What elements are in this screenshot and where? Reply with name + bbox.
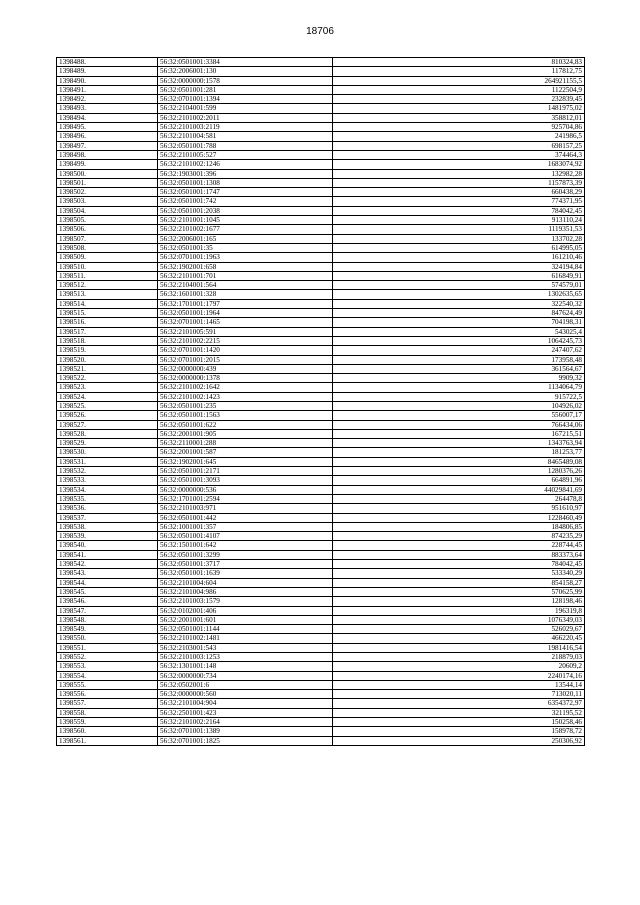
table-row [57,290,585,299]
cadastral-number: 56:32:0501001:2038 [158,206,333,215]
row-number: 1398543. [57,569,158,578]
cadastral-value: 181253,77 [333,448,585,457]
cadastral-value: 847624,49 [333,309,585,318]
cadastral-number: 56:32:2001001:601 [158,615,333,624]
table-row [57,680,585,689]
cadastral-number: 56:32:0501001:3299 [158,550,333,559]
cadastral-value: 167215,51 [333,429,585,438]
table-row [57,699,585,708]
table-row [57,374,585,383]
cadastral-value: 133702,28 [333,234,585,243]
cadastral-number: 56:32:2101003:1579 [158,597,333,606]
row-number: 1398549. [57,625,158,634]
row-number: 1398560. [57,727,158,736]
cadastral-number: 56:32:2101002:2215 [158,336,333,345]
cadastral-number: 56:32:0701001:1825 [158,736,333,745]
cadastral-number: 56:32:2101003:2119 [158,123,333,132]
cadastral-value: 883373,64 [333,550,585,559]
row-number: 1398542. [57,560,158,569]
cadastral-number: 56:32:2101004:904 [158,699,333,708]
row-number: 1398519. [57,346,158,355]
cadastral-number: 56:32:2101001:701 [158,271,333,280]
cadastral-number: 56:32:2006001:165 [158,234,333,243]
row-number: 1398557. [57,699,158,708]
row-number: 1398500. [57,169,158,178]
cadastral-value: 264478,8 [333,494,585,503]
row-number: 1398531. [57,457,158,466]
cadastral-number: 56:32:1903001:396 [158,169,333,178]
row-number: 1398530. [57,448,158,457]
cadastral-number: 56:32:0701001:1394 [158,95,333,104]
row-number: 1398503. [57,197,158,206]
row-number: 1398490. [57,76,158,85]
cadastral-number: 56:32:2101002:2011 [158,113,333,122]
cadastral-number: 56:32:2101002:1246 [158,160,333,169]
table-row [57,569,585,578]
row-number: 1398515. [57,309,158,318]
table-row [57,634,585,643]
cadastral-number: 56:32:0701001:2015 [158,355,333,364]
cadastral-number: 56:32:0701001:1465 [158,318,333,327]
row-number: 1398491. [57,85,158,94]
row-number: 1398498. [57,150,158,159]
cadastral-number: 56:32:2104001:564 [158,281,333,290]
cadastral-number: 56:32:0501001:3384 [158,58,333,67]
cadastral-value: 664891,96 [333,476,585,485]
cadastral-value: 1228460,49 [333,513,585,522]
cadastral-number: 56:32:0502001:6 [158,680,333,689]
cadastral-value: 570625,99 [333,587,585,596]
cadastral-value: 766434,06 [333,420,585,429]
row-number: 1398528. [57,429,158,438]
table-row [57,727,585,736]
table-row [57,411,585,420]
row-number: 1398514. [57,299,158,308]
cadastral-number: 56:32:0000000:439 [158,364,333,373]
cadastral-number: 56:32:0501001:1964 [158,309,333,318]
table-row [57,327,585,336]
row-number: 1398556. [57,690,158,699]
cadastral-number: 56:32:1001001:357 [158,522,333,531]
table-row [57,671,585,680]
table-row [57,653,585,662]
table-row [57,58,585,67]
table-row [57,578,585,587]
table-row [57,736,585,745]
cadastral-number: 56:32:0000000:734 [158,671,333,680]
cadastral-number: 56:32:0501001:2171 [158,467,333,476]
cadastral-value: 810324,83 [333,58,585,67]
table-row [57,216,585,225]
cadastral-value-table [56,57,585,746]
table-row [57,113,585,122]
cadastral-value: 874235,29 [333,532,585,541]
cadastral-number: 56:32:2101002:1642 [158,383,333,392]
cadastral-value: 1157873,39 [333,178,585,187]
table-row [57,392,585,401]
row-number: 1398538. [57,522,158,531]
table-row [57,271,585,280]
row-number: 1398501. [57,178,158,187]
cadastral-number: 56:32:0501001:742 [158,197,333,206]
row-number: 1398495. [57,123,158,132]
row-number: 1398552. [57,653,158,662]
cadastral-value: 232839,45 [333,95,585,104]
row-number: 1398508. [57,243,158,252]
row-number: 1398535. [57,494,158,503]
cadastral-number: 56:32:2101005:527 [158,150,333,159]
cadastral-value: 466220,45 [333,634,585,643]
table-row [57,532,585,541]
table-row [57,457,585,466]
row-number: 1398554. [57,671,158,680]
cadastral-number: 56:32:2101002:1423 [158,392,333,401]
row-number: 1398505. [57,216,158,225]
table-row [57,95,585,104]
row-number: 1398522. [57,374,158,383]
row-number: 1398523. [57,383,158,392]
cadastral-number: 56:32:0000000:536 [158,485,333,494]
cadastral-number: 56:32:2501001:423 [158,708,333,717]
cadastral-value: 713020,11 [333,690,585,699]
cadastral-number: 56:32:2104001:599 [158,104,333,113]
cadastral-value: 132982,28 [333,169,585,178]
table-row [57,299,585,308]
cadastral-value: 241986,5 [333,132,585,141]
cadastral-value: 2240174,16 [333,671,585,680]
cadastral-value: 173958,48 [333,355,585,364]
table-row [57,243,585,252]
cadastral-number: 56:32:0000000:1578 [158,76,333,85]
cadastral-value: 1981416,54 [333,643,585,652]
table-row [57,606,585,615]
cadastral-number: 56:32:2101002:1481 [158,634,333,643]
cadastral-value: 526029,67 [333,625,585,634]
cadastral-number: 56:32:1902001:658 [158,262,333,271]
table-row [57,513,585,522]
cadastral-number: 56:32:0501001:1747 [158,188,333,197]
cadastral-number: 56:32:0501001:1308 [158,178,333,187]
row-number: 1398520. [57,355,158,364]
row-number: 1398496. [57,132,158,141]
row-number: 1398547. [57,606,158,615]
table-row [57,560,585,569]
cadastral-value: 218879,03 [333,653,585,662]
table-row [57,429,585,438]
table-row [57,420,585,429]
table-row [57,504,585,513]
table-row [57,169,585,178]
row-number: 1398517. [57,327,158,336]
table-row [57,225,585,234]
row-number: 1398532. [57,467,158,476]
row-number: 1398525. [57,401,158,410]
cadastral-number: 56:32:0701001:1420 [158,346,333,355]
cadastral-value: 543025,4 [333,327,585,336]
cadastral-number: 56:32:2101004:581 [158,132,333,141]
cadastral-value: 1119351,53 [333,225,585,234]
cadastral-number: 56:32:2001001:587 [158,448,333,457]
cadastral-number: 56:32:0701001:1389 [158,727,333,736]
table-row [57,178,585,187]
table-row [57,309,585,318]
cadastral-value: 8465489,08 [333,457,585,466]
row-number: 1398518. [57,336,158,345]
table-row [57,615,585,624]
table-row [57,708,585,717]
row-number: 1398524. [57,392,158,401]
table-row [57,597,585,606]
table-row [57,336,585,345]
cadastral-value: 854158,27 [333,578,585,587]
cadastral-number: 56:32:0000000:560 [158,690,333,699]
cadastral-value: 951610,97 [333,504,585,513]
cadastral-value: 556007,17 [333,411,585,420]
row-number: 1398510. [57,262,158,271]
row-number: 1398546. [57,597,158,606]
cadastral-value: 247407,62 [333,346,585,355]
cadastral-value: 1280376,26 [333,467,585,476]
row-number: 1398536. [57,504,158,513]
row-number: 1398545. [57,587,158,596]
row-number: 1398533. [57,476,158,485]
cadastral-value: 104926,02 [333,401,585,410]
row-number: 1398551. [57,643,158,652]
cadastral-number: 56:32:0501001:35 [158,243,333,252]
table-row [57,346,585,355]
table-row [57,132,585,141]
row-number: 1398493. [57,104,158,113]
cadastral-value: 1076349,03 [333,615,585,624]
cadastral-value: 228744,45 [333,541,585,550]
table-row [57,625,585,634]
cadastral-value: 1064245,73 [333,336,585,345]
row-number: 1398529. [57,439,158,448]
row-number: 1398489. [57,67,158,76]
cadastral-number: 56:32:0501001:3093 [158,476,333,485]
cadastral-value: 1481975,02 [333,104,585,113]
cadastral-value: 322540,32 [333,299,585,308]
table-row [57,522,585,531]
cadastral-number: 56:32:2101004:604 [158,578,333,587]
table-row [57,550,585,559]
row-number: 1398541. [57,550,158,559]
table-row [57,104,585,113]
cadastral-number: 56:32:0501001:1639 [158,569,333,578]
table-row [57,587,585,596]
cadastral-value: 1122504,9 [333,85,585,94]
table-row [57,355,585,364]
cadastral-value: 44029841,69 [333,485,585,494]
table-row [57,448,585,457]
table-row [57,690,585,699]
cadastral-value: 374464,3 [333,150,585,159]
row-number: 1398526. [57,411,158,420]
cadastral-number: 56:32:1501001:642 [158,541,333,550]
row-number: 1398507. [57,234,158,243]
table-row [57,439,585,448]
row-number: 1398540. [57,541,158,550]
cadastral-value: 1302635,65 [333,290,585,299]
row-number: 1398559. [57,718,158,727]
table-row [57,234,585,243]
table-row [57,643,585,652]
cadastral-value: 358812,01 [333,113,585,122]
cadastral-number: 56:32:0701001:1963 [158,253,333,262]
row-number: 1398553. [57,662,158,671]
cadastral-number: 56:32:0501001:3717 [158,560,333,569]
cadastral-value: 614995,05 [333,243,585,252]
cadastral-number: 56:32:2006001:130 [158,67,333,76]
cadastral-value: 150258,46 [333,718,585,727]
cadastral-value: 264921155,5 [333,76,585,85]
cadastral-value: 784042,45 [333,206,585,215]
cadastral-value: 1343763,94 [333,439,585,448]
row-number: 1398548. [57,615,158,624]
cadastral-value: 704198,31 [333,318,585,327]
table-row [57,123,585,132]
row-number: 1398504. [57,206,158,215]
row-number: 1398539. [57,532,158,541]
table-row [57,262,585,271]
table-row [57,401,585,410]
row-number: 1398492. [57,95,158,104]
table-row [57,467,585,476]
table-body [57,58,585,746]
cadastral-number: 56:32:2101003:1253 [158,653,333,662]
row-number: 1398537. [57,513,158,522]
row-number: 1398502. [57,188,158,197]
cadastral-value: 9909,32 [333,374,585,383]
cadastral-value: 660438,29 [333,188,585,197]
cadastral-value: 1134064,79 [333,383,585,392]
row-number: 1398558. [57,708,158,717]
cadastral-value: 574579,01 [333,281,585,290]
row-number: 1398555. [57,680,158,689]
cadastral-number: 56:32:0501001:442 [158,513,333,522]
cadastral-number: 56:32:0501001:235 [158,401,333,410]
cadastral-number: 56:32:1701001:2594 [158,494,333,503]
cadastral-value: 13544,14 [333,680,585,689]
table-row [57,150,585,159]
cadastral-number: 56:32:1902001:645 [158,457,333,466]
table-row [57,485,585,494]
table-row [57,206,585,215]
page-number: 18706 [306,26,334,37]
cadastral-number: 56:32:2101005:591 [158,327,333,336]
row-number: 1398527. [57,420,158,429]
cadastral-value: 196319,8 [333,606,585,615]
table-row [57,383,585,392]
cadastral-value: 6354372,97 [333,699,585,708]
row-number: 1398534. [57,485,158,494]
cadastral-number: 56:32:1301001:148 [158,662,333,671]
cadastral-number: 56:32:2101002:1677 [158,225,333,234]
cadastral-value: 915722,5 [333,392,585,401]
table-row [57,85,585,94]
cadastral-value: 925704,86 [333,123,585,132]
cadastral-value: 324194,84 [333,262,585,271]
cadastral-number: 56:32:0102001:406 [158,606,333,615]
cadastral-number: 56:32:0501001:1563 [158,411,333,420]
row-number: 1398499. [57,160,158,169]
table-row [57,197,585,206]
cadastral-number: 56:32:0501001:4107 [158,532,333,541]
cadastral-value: 158978,72 [333,727,585,736]
table-row [57,318,585,327]
cadastral-number: 56:32:1601001:328 [158,290,333,299]
row-number: 1398521. [57,364,158,373]
row-number: 1398512. [57,281,158,290]
row-number: 1398506. [57,225,158,234]
cadastral-number: 56:32:2001001:905 [158,429,333,438]
table-row [57,541,585,550]
cadastral-value: 698157,25 [333,141,585,150]
row-number: 1398511. [57,271,158,280]
table-row [57,160,585,169]
cadastral-value: 361564,67 [333,364,585,373]
row-number: 1398488. [57,58,158,67]
cadastral-number: 56:32:0000000:1378 [158,374,333,383]
cadastral-number: 56:32:1701001:1797 [158,299,333,308]
cadastral-number: 56:32:2110001:288 [158,439,333,448]
table-row [57,141,585,150]
row-number: 1398561. [57,736,158,745]
cadastral-number: 56:32:0501001:1144 [158,625,333,634]
cadastral-value: 250306,92 [333,736,585,745]
row-number: 1398494. [57,113,158,122]
cadastral-value: 616849,91 [333,271,585,280]
cadastral-value: 321195,52 [333,708,585,717]
cadastral-value: 1683074,92 [333,160,585,169]
cadastral-value: 161210,46 [333,253,585,262]
table-row [57,718,585,727]
cadastral-number: 56:32:2103001:543 [158,643,333,652]
cadastral-value: 128198,46 [333,597,585,606]
cadastral-value: 533340,29 [333,569,585,578]
table-row [57,67,585,76]
cadastral-number: 56:32:2101004:986 [158,587,333,596]
row-number: 1398544. [57,578,158,587]
table-row [57,476,585,485]
cadastral-value: 184806,85 [333,522,585,531]
row-number: 1398497. [57,141,158,150]
table-row [57,188,585,197]
row-number: 1398516. [57,318,158,327]
cadastral-value: 913110,24 [333,216,585,225]
table-row [57,76,585,85]
row-number: 1398550. [57,634,158,643]
row-number: 1398513. [57,290,158,299]
cadastral-number: 56:32:2101001:1045 [158,216,333,225]
table-row [57,253,585,262]
cadastral-number: 56:32:2101002:2164 [158,718,333,727]
cadastral-number: 56:32:0501001:281 [158,85,333,94]
table-row [57,364,585,373]
cadastral-value: 20609,2 [333,662,585,671]
table-row [57,281,585,290]
table-row [57,662,585,671]
cadastral-value: 774371,95 [333,197,585,206]
cadastral-number: 56:32:0501001:788 [158,141,333,150]
cadastral-value: 117812,75 [333,67,585,76]
table-row [57,494,585,503]
cadastral-number: 56:32:0501001:622 [158,420,333,429]
cadastral-number: 56:32:2101003:971 [158,504,333,513]
cadastral-value: 784042,45 [333,560,585,569]
row-number: 1398509. [57,253,158,262]
